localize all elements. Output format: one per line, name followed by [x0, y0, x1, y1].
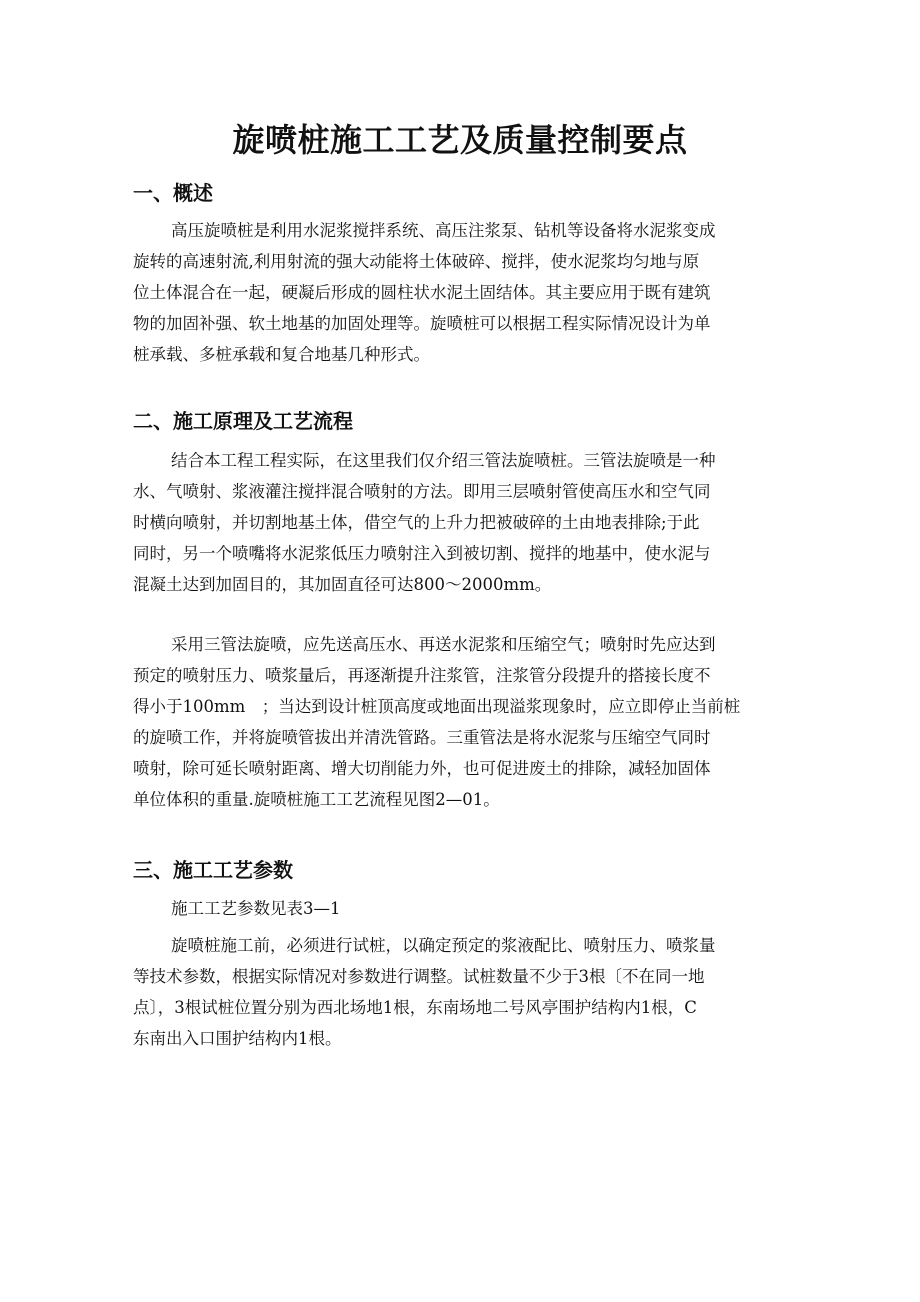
section-heading-principle: 二、施工原理及工艺流程 [133, 409, 353, 433]
text-line: 等技术参数，根据实际情况对参数进行调整。试桩数量不少于3根〔不在同一地 [133, 967, 705, 986]
text-line: 喷射，除可延长喷射距离、增大切削能力外，也可促进废土的排除，减轻加固体 [133, 759, 711, 778]
text-line: 物的加固补强、软土地基的加固处理等。旋喷桩可以根据工程实际情况设计为单 [133, 314, 711, 333]
paragraph-overview [133, 215, 793, 370]
paragraph-parameters-1 [133, 893, 793, 924]
text-line: 单位体积的重量.旋喷桩施工工艺流程见图2—01。 [133, 790, 500, 809]
section-heading-parameters: 三、施工工艺参数 [133, 858, 293, 882]
text-line: 得小于100mm ；当达到设计桩顶高度或地面出现溢浆现象时，应立即停止当前桩 [133, 697, 741, 716]
text-line: 混凝土达到加固目的，其加固直径可达800～2000mm。 [133, 575, 552, 594]
text-line: 水、气喷射、浆液灌注搅拌混合喷射的方法。即用三层喷射管使高压水和空气同 [133, 482, 711, 501]
text-line: 的旋喷工作，并将旋喷管拔出并清洗管路。三重管法是将水泥浆与压缩空气同时 [133, 728, 711, 747]
paragraph-principle-2 [133, 629, 793, 815]
text-line: 点〕，3根试桩位置分别为西北场地1根，东南场地二号风亭围护结构内1根，C [133, 998, 697, 1017]
document-title: 旋喷桩施工工艺及质量控制要点 [232, 121, 688, 159]
text-line: 时横向喷射，并切割地基土体，借空气的上升力把被破碎的土由地表排除;于此 [133, 513, 700, 532]
text-line: 桩承载、多桩承载和复合地基几种形式。 [133, 345, 430, 364]
text-line: 同时，另一个喷嘴将水泥浆低压力喷射注入到被切割、搅拌的地基中，使水泥与 [133, 544, 711, 563]
text-line: 旋转的高速射流,利用射流的强大动能将土体破碎、搅拌，使水泥浆均匀地与原 [133, 252, 700, 271]
section-heading-overview: 一、概述 [133, 181, 213, 205]
text-line: 高压旋喷桩是利用水泥浆搅拌系统、高压注浆泵、钻机等设备将水泥浆变成 [171, 221, 716, 240]
text-line: 结合本工程工程实际，在这里我们仅介绍三管法旋喷桩。三管法旋喷是一种 [171, 451, 716, 470]
text-line: 位土体混合在一起，硬凝后形成的圆柱状水泥土固结体。其主要应用于既有建筑 [133, 283, 711, 302]
paragraph-parameters-2 [133, 930, 793, 1054]
text-line: 旋喷桩施工前，必须进行试桩，以确定预定的浆液配比、喷射压力、喷浆量 [171, 936, 716, 955]
paragraph-principle-1 [133, 445, 793, 600]
text-line: 施工工艺参数见表3—1 [171, 899, 341, 918]
text-line: 东南出入口围护结构内1根。 [133, 1029, 342, 1048]
text-line: 采用三管法旋喷，应先送高压水、再送水泥浆和压缩空气；喷射时先应达到 [171, 635, 716, 654]
text-line: 预定的喷射压力、喷浆量后，再逐渐提升注浆管，注浆管分段提升的搭接长度不 [133, 666, 711, 685]
